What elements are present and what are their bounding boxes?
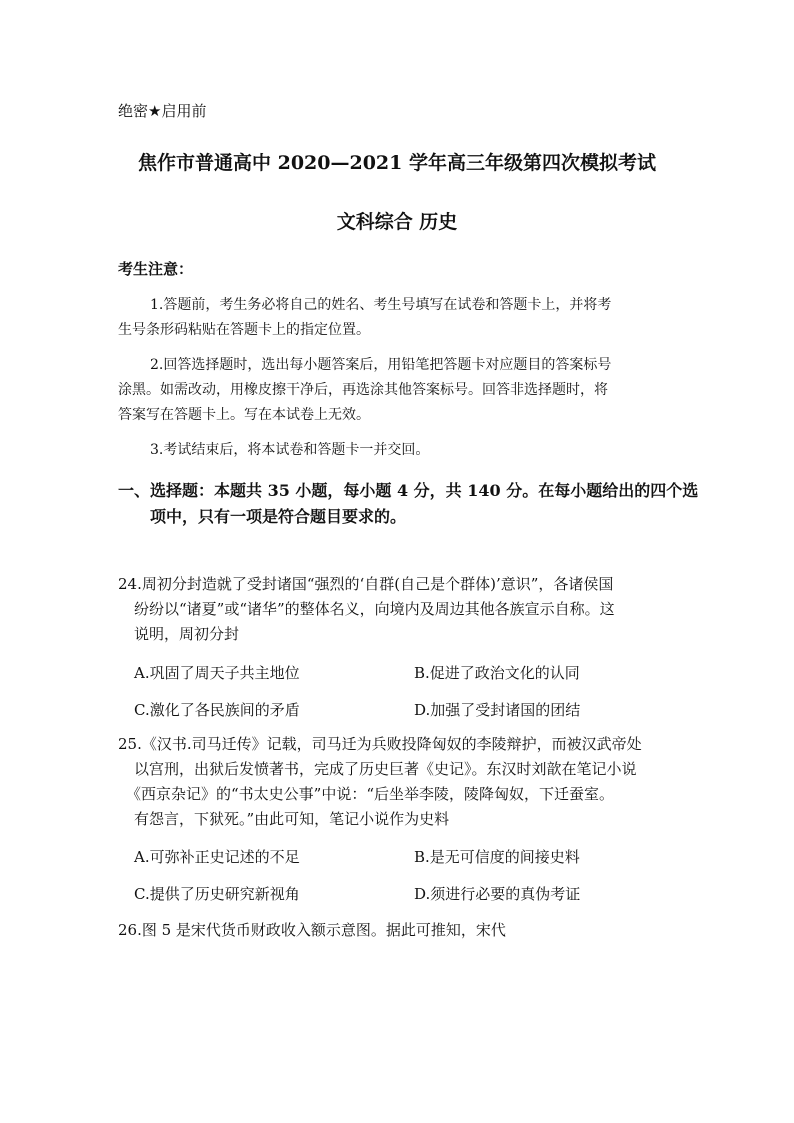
question-25-line-4: 有怨言，下狱死。”由此可知，笔记小说作为史料 xyxy=(134,810,450,828)
question-24-option-a[interactable]: A.巩固了周天子共主地位 xyxy=(134,664,300,682)
question-25-option-b[interactable]: B.是无可信度的间接史料 xyxy=(414,848,580,866)
question-24-line-3: 说明，周初分封 xyxy=(134,625,240,643)
question-24-option-c[interactable]: C.激化了各民族间的矛盾 xyxy=(134,701,300,719)
question-24-option-b[interactable]: B.促进了政治文化的认同 xyxy=(414,664,580,682)
question-26-line-1: 26.图 5 是宋代货币财政收入额示意图。据此可推知，宋代 xyxy=(118,921,506,939)
question-25-option-c[interactable]: C.提供了历史研究新视角 xyxy=(134,885,300,903)
question-25-line-1: 25.《汉书.司马迁传》记载，司马迁为兵败投降匈奴的李陵辩护，而被汉武帝处 xyxy=(118,735,642,753)
question-25-line-3: 《西京杂记》的“书太史公事”中说：“后坐举李陵，陵降匈奴，下迁蚕室。 xyxy=(126,785,615,803)
exam-title: 焦作市普通高中 2020—2021 学年高三年级第四次模拟考试 xyxy=(138,152,656,174)
notice-item-3-line-1: 3.考试结束后，将本试卷和答题卡一并交回。 xyxy=(150,442,430,458)
notice-item-2-line-2: 涂黑。如需改动，用橡皮擦干净后，再选涂其他答案标号。回答非选择题时，将 xyxy=(118,382,608,398)
section-line-2: 项中，只有一项是符合题目要求的。 xyxy=(150,507,407,526)
notice-item-2-line-1: 2.回答选择题时，选出每小题答案后，用铅笔把答题卡对应题目的答案标号 xyxy=(150,357,612,373)
notice-item-2-line-3: 答案写在答题卡上。写在本试卷上无效。 xyxy=(118,407,370,423)
notice-heading: 考生注意： xyxy=(118,260,194,278)
confidential-label: 绝密★启用前 xyxy=(118,102,207,120)
question-24-line-1: 24.周初分封造就了受封诸国“强烈的‘自群(自己是个群体)’意识”，各诸侯国 xyxy=(118,575,614,593)
question-25-option-d[interactable]: D.须进行必要的真伪考证 xyxy=(414,885,581,903)
question-25-line-2: 以宫刑，出狱后发愤著书，完成了历史巨著《史记》。东汉时刘歆在笔记小说 xyxy=(134,760,637,778)
question-25-option-a[interactable]: A.可弥补正史记述的不足 xyxy=(134,848,300,866)
notice-item-1-line-1: 1.答题前，考生务必将自己的姓名、考生号填写在试卷和答题卡上，并将考 xyxy=(150,297,612,313)
exam-subtitle: 文科综合 历史 xyxy=(336,211,458,233)
question-24-line-2: 纷纷以“诸夏”或“诸华”的整体名义，向境内及周边其他各族宣示自称。这 xyxy=(134,600,615,618)
section-line-1: 一、选择题：本题共 35 小题，每小题 4 分，共 140 分。在每小题给出的四个选 xyxy=(118,481,699,500)
question-24-option-d[interactable]: D.加强了受封诸国的团结 xyxy=(414,701,581,719)
notice-item-1-line-2: 生号条形码粘贴在答题卡上的指定位置。 xyxy=(118,322,370,338)
